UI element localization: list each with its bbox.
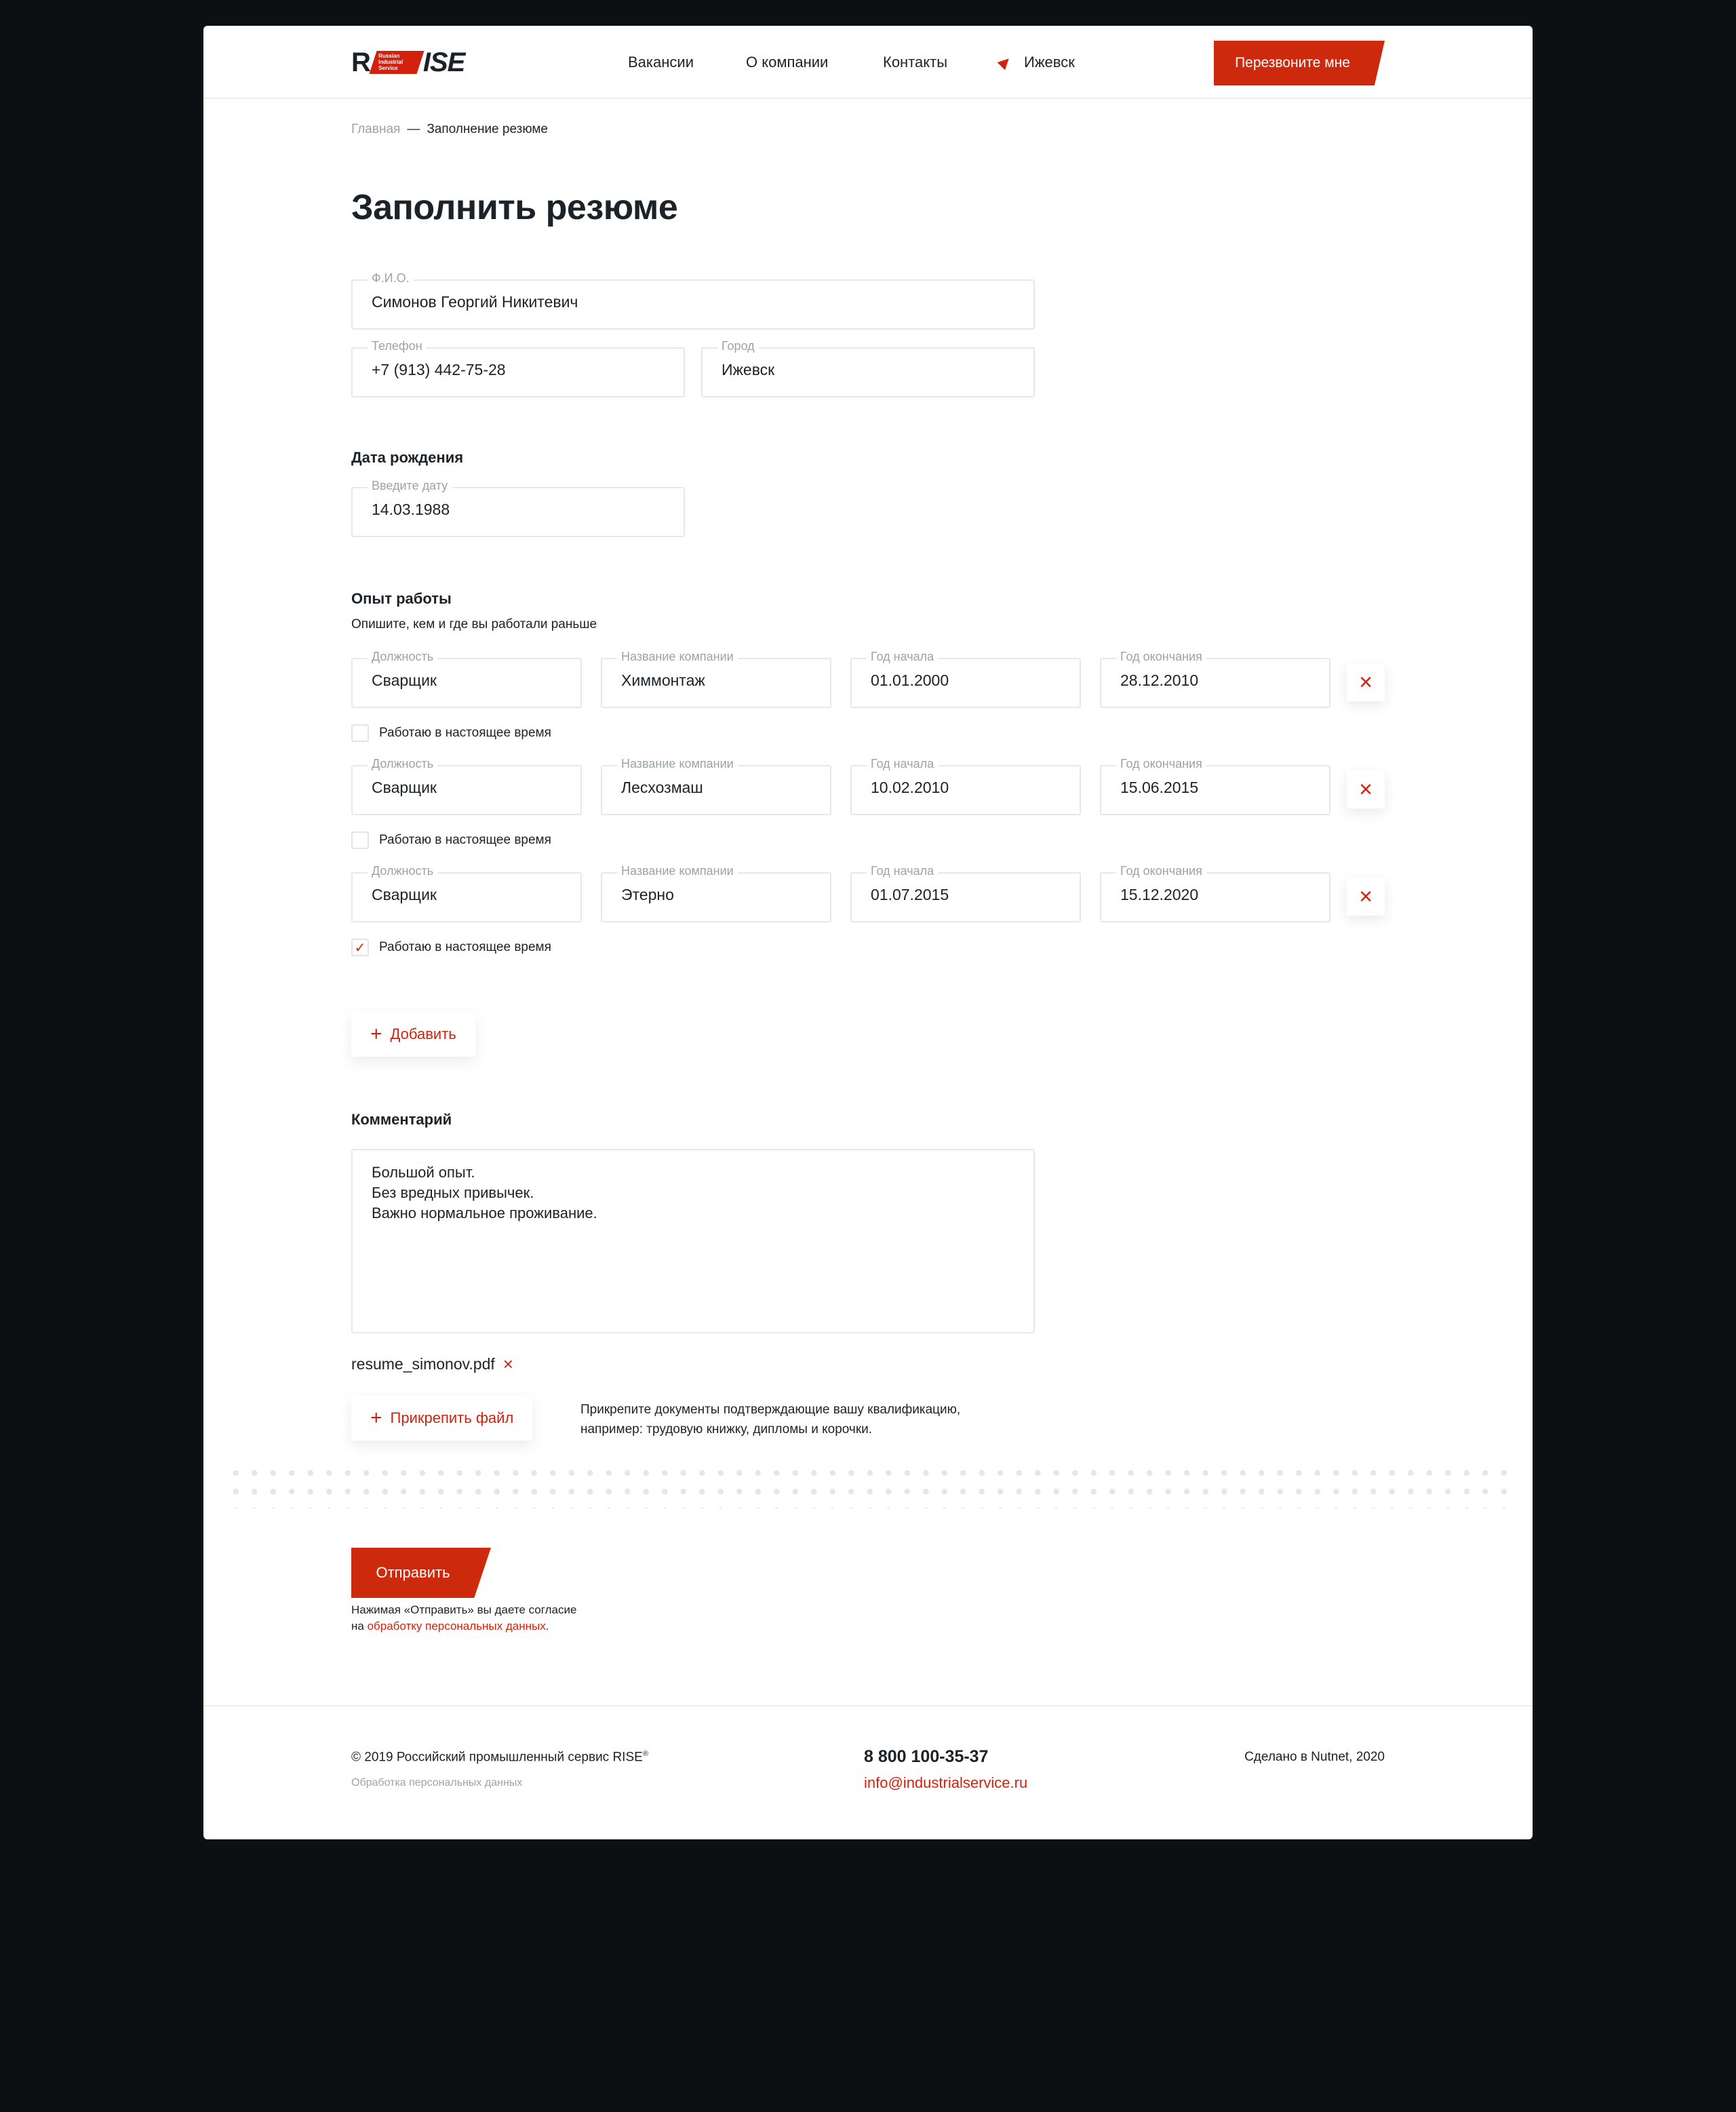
phone-field[interactable]	[351, 339, 685, 397]
position-label: Должность	[368, 757, 437, 771]
exp3-remove-button[interactable]	[1347, 878, 1385, 916]
end-label: Год окончания	[1116, 864, 1206, 878]
exp3-company-field[interactable]	[601, 864, 831, 922]
footer-phone[interactable]: 8 800 100-35-37	[864, 1747, 989, 1766]
nav-link-label[interactable]: Вакансии	[628, 54, 694, 71]
company-value[interactable]: Химмонтаж	[621, 671, 705, 689]
birth-date-label: Введите дату	[368, 479, 452, 493]
start-label: Год начала	[867, 650, 938, 664]
city-field[interactable]	[701, 339, 1035, 397]
position-value[interactable]: Сварщик	[372, 886, 437, 903]
footer-copyright	[351, 1750, 648, 1765]
end-value[interactable]: 28.12.2010	[1120, 671, 1199, 689]
birth-date-title: Дата рождения	[351, 449, 464, 466]
breadcrumb-current: Заполнение резюме	[427, 122, 549, 136]
location-arrow-icon	[998, 55, 1013, 71]
company-value[interactable]: Лесхозмаш	[621, 779, 703, 796]
rise-logo[interactable]	[351, 47, 465, 77]
exp1-remove-button[interactable]	[1347, 663, 1385, 701]
start-value[interactable]: 01.01.2000	[871, 671, 949, 689]
position-label: Должность	[368, 650, 437, 664]
company-label: Название компании	[617, 864, 738, 878]
exp2-current-checkbox[interactable]	[351, 832, 551, 849]
position-value[interactable]: Сварщик	[372, 779, 437, 796]
position-label: Должность	[368, 864, 437, 878]
footer-copyright-text: © 2019 Российский промышленный сервис RISE	[351, 1750, 643, 1765]
logo-plate	[369, 51, 424, 74]
footer-privacy-link[interactable]: Обработка персональных данных	[351, 1777, 523, 1788]
consent-prefix: на	[351, 1620, 368, 1632]
footer-email[interactable]: info@industrialservice.ru	[864, 1774, 1028, 1791]
breadcrumb	[351, 122, 548, 137]
exp1-current-checkbox[interactable]	[351, 724, 551, 742]
nav-company[interactable]	[746, 26, 828, 99]
submit-button-label: Отправить	[376, 1564, 450, 1581]
end-label: Год окончания	[1116, 650, 1206, 664]
remove-file-icon[interactable]: ×	[502, 1354, 513, 1374]
company-label: Название компании	[617, 650, 738, 664]
callback-button[interactable]	[1214, 41, 1385, 85]
site-footer	[203, 1705, 1533, 1839]
logo-letter-r: R	[351, 47, 370, 77]
exp2-company-field[interactable]	[601, 757, 831, 815]
submit-button[interactable]	[351, 1548, 491, 1598]
consent-period: .	[545, 1620, 549, 1632]
end-label: Год окончания	[1116, 757, 1206, 771]
breadcrumb-home[interactable]: Главная	[351, 122, 401, 136]
attached-file-name: resume_simonov.pdf	[351, 1355, 495, 1373]
footer-made-by[interactable]: Сделано в Nutnet, 2020	[1244, 1750, 1385, 1764]
attach-note-line2: например: трудовую книжку, дипломы и корочки.	[580, 1422, 873, 1436]
exp1-position-field[interactable]	[351, 650, 582, 708]
fio-field[interactable]	[351, 271, 1035, 330]
exp3-start-field[interactable]	[850, 864, 1081, 922]
consent-link[interactable]: обработку персональных данных	[367, 1620, 546, 1632]
attach-button-label: Прикрепить файл	[390, 1409, 514, 1426]
close-icon: ×	[1359, 669, 1373, 695]
callback-button-label: Перезвоните мне	[1235, 55, 1350, 71]
exp2-end-field[interactable]	[1100, 757, 1330, 815]
experience-title: Опыт работы	[351, 590, 452, 607]
close-icon: ×	[1359, 777, 1373, 802]
page-card	[203, 26, 1533, 1839]
city-selector[interactable]	[1000, 26, 1075, 99]
fio-label: Ф.И.О.	[368, 271, 414, 286]
plus-icon: +	[370, 1023, 382, 1045]
birth-date-value[interactable]: 14.03.1988	[372, 501, 450, 518]
checkbox-box[interactable]	[351, 724, 369, 742]
attach-file-button[interactable]	[351, 1396, 532, 1441]
exp3-position-field[interactable]	[351, 864, 582, 922]
exp2-start-field[interactable]	[850, 757, 1081, 815]
nav-contacts[interactable]	[883, 26, 947, 99]
position-value[interactable]: Сварщик	[372, 671, 437, 689]
attach-note-line1: Прикрепите документы подтверждающие вашу квалификацию,	[580, 1403, 961, 1417]
nav-link-label[interactable]: Контакты	[883, 54, 948, 71]
fio-value[interactable]: Симонов Георгий Никитевич	[372, 293, 578, 311]
exp3-end-field[interactable]	[1100, 864, 1330, 922]
exp1-end-field[interactable]	[1100, 650, 1330, 708]
end-value[interactable]: 15.06.2015	[1120, 779, 1199, 796]
attached-file	[351, 1354, 513, 1375]
experience-subtitle: Опишите, кем и где вы работали раньше	[351, 617, 597, 631]
consent-line1: Нажимая «Отправить» вы даете согласие	[351, 1603, 577, 1616]
exp2-remove-button[interactable]	[1347, 770, 1385, 808]
city-label: Ижевск	[1024, 54, 1075, 71]
checkbox-label: Работаю в настоящее время	[379, 726, 551, 740]
add-experience-button[interactable]	[351, 1012, 475, 1057]
close-icon: ×	[1359, 884, 1373, 910]
logo-plate-text: Russian Industrial Service	[378, 53, 403, 71]
start-value[interactable]: 10.02.2010	[871, 779, 949, 796]
logo-letters-ise: ISE	[422, 47, 465, 77]
dotted-divider	[226, 1464, 1512, 1508]
phone-label: Телефон	[368, 339, 427, 353]
checkbox-label: Работаю в настоящее время	[379, 940, 551, 954]
nav-link-label[interactable]: О компании	[746, 54, 829, 71]
exp1-company-field[interactable]	[601, 650, 831, 708]
start-label: Год начала	[867, 864, 938, 878]
end-value[interactable]: 15.12.2020	[1120, 886, 1199, 903]
page-title: Заполнить резюме	[351, 188, 678, 227]
company-label: Название компании	[617, 757, 738, 771]
attach-note	[580, 1400, 960, 1439]
add-button-label: Добавить	[390, 1025, 456, 1042]
checkbox-box[interactable]	[351, 939, 369, 956]
start-value[interactable]: 01.07.2015	[871, 886, 949, 903]
checkbox-label: Работаю в настоящее время	[379, 833, 551, 847]
consent-text	[351, 1602, 576, 1635]
company-value[interactable]: Этерно	[621, 886, 674, 903]
site-header	[203, 26, 1533, 99]
exp1-start-field[interactable]	[850, 650, 1081, 708]
exp3-current-checkbox[interactable]	[351, 939, 551, 956]
start-label: Год начала	[867, 757, 938, 771]
checkmark-icon: ✓	[354, 940, 366, 956]
phone-value[interactable]: +7 (913) 442-75-28	[372, 361, 506, 378]
plus-icon: +	[370, 1407, 382, 1429]
checkbox-box[interactable]	[351, 832, 369, 849]
exp2-position-field[interactable]	[351, 757, 582, 815]
nav-vacancies[interactable]	[628, 26, 694, 99]
breadcrumb-separator: —	[407, 122, 420, 136]
comment-title: Комментарий	[351, 1111, 452, 1128]
birth-date-field[interactable]	[351, 479, 685, 537]
registered-mark: ®	[642, 1750, 648, 1758]
city-field-label: Город	[717, 339, 759, 353]
comment-textarea[interactable]: Большой опыт. Без вредных привычек. Важно нормальное проживание.	[351, 1149, 1035, 1333]
city-field-value[interactable]: Ижевск	[722, 361, 775, 378]
